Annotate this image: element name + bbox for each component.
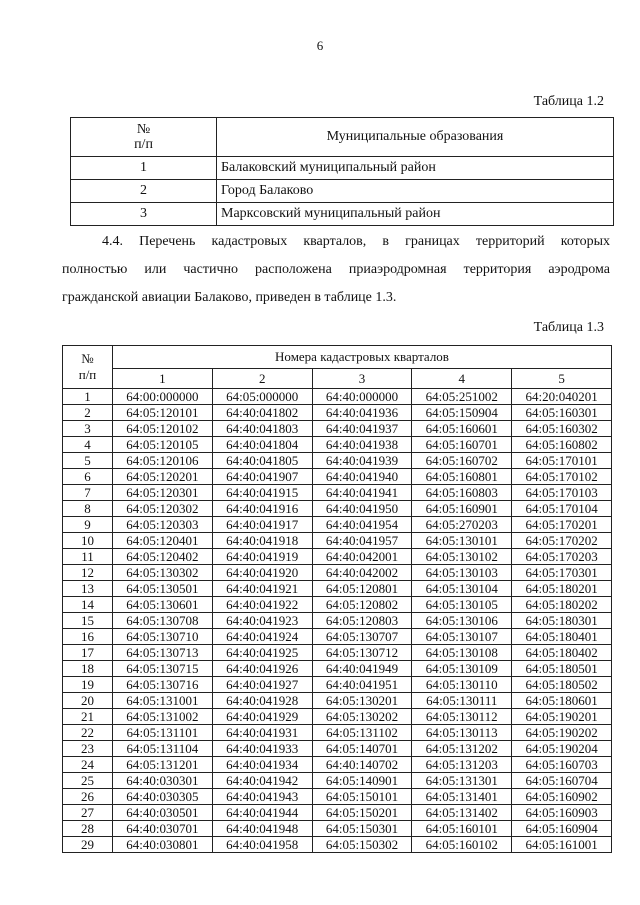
cadastral-block-number: 64:05:131202 <box>412 741 512 757</box>
cadastral-block-number: 64:05:130710 <box>113 629 213 645</box>
cadastral-block-number: 64:05:120301 <box>113 485 213 501</box>
row-number: 2 <box>63 405 113 421</box>
table-row <box>63 741 612 757</box>
cadastral-block-number: 64:05:120401 <box>113 533 213 549</box>
cadastral-block-number: 64:05:180202 <box>512 597 612 613</box>
cadastral-block-number: 64:40:041927 <box>212 677 312 693</box>
cadastral-block-number: 64:40:041926 <box>212 661 312 677</box>
row-number: 3 <box>63 421 113 437</box>
table-row <box>63 549 612 565</box>
cadastral-block-number: 64:40:041916 <box>212 501 312 517</box>
table-row <box>63 709 612 725</box>
cadastral-block-number: 64:40:041917 <box>212 517 312 533</box>
table-header-row <box>71 118 614 157</box>
cadastral-block-number: 64:05:120303 <box>113 517 213 533</box>
column-header: 2 <box>212 369 312 389</box>
cadastral-block-number: 64:05:140901 <box>312 773 412 789</box>
municipality-name: Марксовский муниципальный район <box>217 203 614 226</box>
cadastral-block-number: 64:05:160801 <box>412 469 512 485</box>
cadastral-block-number: 64:40:041938 <box>312 437 412 453</box>
cadastral-block-number: 64:40:041942 <box>212 773 312 789</box>
cadastral-block-number: 64:40:042002 <box>312 565 412 581</box>
cadastral-block-number: 64:40:041957 <box>312 533 412 549</box>
cadastral-block-number: 64:05:150302 <box>312 837 412 853</box>
cadastral-block-number: 64:05:130707 <box>312 629 412 645</box>
row-number: 27 <box>63 805 113 821</box>
cadastral-block-number: 64:05:130102 <box>412 549 512 565</box>
column-header: 5 <box>512 369 612 389</box>
cadastral-block-number: 64:05:160101 <box>412 821 512 837</box>
cadastral-block-number: 64:40:041951 <box>312 677 412 693</box>
cadastral-block-number: 64:05:130103 <box>412 565 512 581</box>
cadastral-block-number: 64:05:130712 <box>312 645 412 661</box>
table-row <box>63 597 612 613</box>
cadastral-block-number: 64:05:120102 <box>113 421 213 437</box>
municipality-name: Балаковский муниципальный район <box>217 157 614 180</box>
cadastral-block-number: 64:05:130106 <box>412 613 512 629</box>
table-row <box>63 805 612 821</box>
cadastral-block-number: 64:05:160703 <box>512 757 612 773</box>
table-1-2 <box>70 117 614 226</box>
cadastral-block-number: 64:40:041805 <box>212 453 312 469</box>
cadastral-block-number: 64:05:130713 <box>113 645 213 661</box>
cadastral-block-number: 64:40:041940 <box>312 469 412 485</box>
table-row <box>63 389 612 405</box>
cadastral-block-number: 64:05:131203 <box>412 757 512 773</box>
cadastral-block-number: 64:40:041949 <box>312 661 412 677</box>
table-header-row <box>63 346 612 369</box>
cadastral-block-number: 64:05:130108 <box>412 645 512 661</box>
cadastral-block-number: 64:05:160601 <box>412 421 512 437</box>
cadastral-block-number: 64:05:131001 <box>113 693 213 709</box>
cadastral-block-number: 64:40:030701 <box>113 821 213 837</box>
cadastral-block-number: 64:05:180501 <box>512 661 612 677</box>
row-number: 2 <box>71 180 217 203</box>
cadastral-block-number: 64:40:041931 <box>212 725 312 741</box>
cadastral-block-number: 64:05:120105 <box>113 437 213 453</box>
row-number: 26 <box>63 789 113 805</box>
table-row <box>63 533 612 549</box>
cadastral-block-number: 64:05:130202 <box>312 709 412 725</box>
header-number-cell <box>71 118 217 157</box>
column-header: 3 <box>312 369 412 389</box>
cadastral-block-number: 64:40:041948 <box>212 821 312 837</box>
cadastral-block-number: 64:05:120803 <box>312 613 412 629</box>
cadastral-block-number: 64:05:130110 <box>412 677 512 693</box>
cadastral-block-number: 64:40:042001 <box>312 549 412 565</box>
cadastral-block-number: 64:40:041943 <box>212 789 312 805</box>
row-number: 25 <box>63 773 113 789</box>
cadastral-block-number: 64:40:041925 <box>212 645 312 661</box>
cadastral-block-number: 64:40:041921 <box>212 581 312 597</box>
table-1-3 <box>62 345 612 853</box>
cadastral-block-number: 64:05:130601 <box>113 597 213 613</box>
cadastral-block-number: 64:05:131002 <box>113 709 213 725</box>
cadastral-block-number: 64:05:180301 <box>512 613 612 629</box>
header-number-label: № <box>81 351 94 366</box>
cadastral-block-number: 64:05:160302 <box>512 421 612 437</box>
cadastral-block-number: 64:40:041920 <box>212 565 312 581</box>
table-row <box>63 757 612 773</box>
table-row <box>63 645 612 661</box>
row-number: 20 <box>63 693 113 709</box>
page-number: 6 <box>316 38 324 53</box>
cadastral-block-number: 64:05:190204 <box>512 741 612 757</box>
row-number: 15 <box>63 613 113 629</box>
cadastral-block-number: 64:05:160901 <box>412 501 512 517</box>
cadastral-block-number: 64:05:131101 <box>113 725 213 741</box>
cadastral-block-number: 64:05:160803 <box>412 485 512 501</box>
table-row <box>63 773 612 789</box>
cadastral-block-number: 64:05:130111 <box>412 693 512 709</box>
table-row <box>71 180 614 203</box>
table-row <box>63 405 612 421</box>
cadastral-block-number: 64:05:170203 <box>512 549 612 565</box>
cadastral-block-number: 64:05:160902 <box>512 789 612 805</box>
cadastral-block-number: 64:05:130109 <box>412 661 512 677</box>
row-number: 13 <box>63 581 113 597</box>
header-number-cell <box>63 346 113 389</box>
cadastral-block-number: 64:40:030501 <box>113 805 213 821</box>
cadastral-block-number: 64:40:041944 <box>212 805 312 821</box>
cadastral-block-number: 64:40:041934 <box>212 757 312 773</box>
cadastral-block-number: 64:05:161001 <box>512 837 612 853</box>
table-body <box>63 389 612 853</box>
cadastral-block-number: 64:00:000000 <box>113 389 213 405</box>
table-row <box>63 629 612 645</box>
cadastral-block-number: 64:05:150301 <box>312 821 412 837</box>
cadastral-block-number: 64:40:041941 <box>312 485 412 501</box>
cadastral-block-number: 64:05:130302 <box>113 565 213 581</box>
column-header: 4 <box>412 369 512 389</box>
cadastral-block-number: 64:05:180601 <box>512 693 612 709</box>
municipality-name: Город Балаково <box>217 180 614 203</box>
cadastral-block-number: 64:40:041928 <box>212 693 312 709</box>
table-row <box>63 517 612 533</box>
table-1-2-caption: Таблица 1.2 <box>533 94 604 109</box>
cadastral-block-number: 64:05:130708 <box>113 613 213 629</box>
table-row <box>71 203 614 226</box>
column-header: 1 <box>113 369 213 389</box>
cadastral-block-number: 64:05:160704 <box>512 773 612 789</box>
cadastral-block-number: 64:40:041923 <box>212 613 312 629</box>
cadastral-block-number: 64:05:180402 <box>512 645 612 661</box>
cadastral-block-number: 64:40:041803 <box>212 421 312 437</box>
table-row <box>63 453 612 469</box>
row-number: 11 <box>63 549 113 565</box>
cadastral-block-number: 64:05:150904 <box>412 405 512 421</box>
paragraph-line-2: полностью или частично расположена приаэродромная территория аэродрома <box>62 262 610 277</box>
table-row <box>63 789 612 805</box>
cadastral-block-number: 64:05:130105 <box>412 597 512 613</box>
cadastral-block-number: 64:05:170301 <box>512 565 612 581</box>
cadastral-block-number: 64:40:041939 <box>312 453 412 469</box>
table-row <box>63 437 612 453</box>
cadastral-block-number: 64:40:041933 <box>212 741 312 757</box>
row-number: 3 <box>71 203 217 226</box>
header-pp-label: п/п <box>134 137 153 152</box>
row-number: 12 <box>63 565 113 581</box>
cadastral-block-number: 64:40:041958 <box>212 837 312 853</box>
paragraph-line-1: 4.4. Перечень кадастровых кварталов, в границах территорий которых <box>102 234 610 249</box>
cadastral-block-number: 64:05:131401 <box>412 789 512 805</box>
cadastral-block-number: 64:40:041936 <box>312 405 412 421</box>
row-number: 23 <box>63 741 113 757</box>
table-row <box>63 837 612 853</box>
cadastral-block-number: 64:05:130112 <box>412 709 512 725</box>
cadastral-block-number: 64:05:160701 <box>412 437 512 453</box>
cadastral-block-number: 64:05:170102 <box>512 469 612 485</box>
table-row <box>63 821 612 837</box>
header-number-label: № <box>136 122 151 137</box>
cadastral-block-number: 64:05:130201 <box>312 693 412 709</box>
cadastral-block-number: 64:05:131104 <box>113 741 213 757</box>
row-number: 6 <box>63 469 113 485</box>
cadastral-block-number: 64:05:131301 <box>412 773 512 789</box>
cadastral-block-number: 64:05:120101 <box>113 405 213 421</box>
cadastral-block-number: 64:05:130716 <box>113 677 213 693</box>
row-number: 7 <box>63 485 113 501</box>
row-number: 17 <box>63 645 113 661</box>
cadastral-block-number: 64:40:041907 <box>212 469 312 485</box>
row-number: 1 <box>63 389 113 405</box>
cadastral-block-number: 64:05:160301 <box>512 405 612 421</box>
cadastral-block-number: 64:05:130501 <box>113 581 213 597</box>
cadastral-block-number: 64:40:041954 <box>312 517 412 533</box>
cadastral-block-number: 64:05:170201 <box>512 517 612 533</box>
cadastral-block-number: 64:05:131201 <box>113 757 213 773</box>
cadastral-block-number: 64:05:170101 <box>512 453 612 469</box>
cadastral-block-number: 64:05:120802 <box>312 597 412 613</box>
cadastral-block-number: 64:05:160802 <box>512 437 612 453</box>
cadastral-block-number: 64:05:131402 <box>412 805 512 821</box>
table-row <box>63 421 612 437</box>
table-row <box>63 485 612 501</box>
table-row <box>63 565 612 581</box>
table-row <box>63 613 612 629</box>
row-number: 19 <box>63 677 113 693</box>
header-pp-label: п/п <box>78 367 97 382</box>
cadastral-block-number: 64:05:140701 <box>312 741 412 757</box>
cadastral-block-number: 64:40:041918 <box>212 533 312 549</box>
header-municipalities: Муниципальные образования <box>217 118 614 157</box>
row-number: 24 <box>63 757 113 773</box>
row-number: 10 <box>63 533 113 549</box>
cadastral-block-number: 64:40:140702 <box>312 757 412 773</box>
cadastral-block-number: 64:05:270203 <box>412 517 512 533</box>
cadastral-block-number: 64:40:030305 <box>113 789 213 805</box>
paragraph-4-4 <box>62 228 610 312</box>
cadastral-block-number: 64:40:041919 <box>212 549 312 565</box>
cadastral-block-number: 64:05:180502 <box>512 677 612 693</box>
row-number: 21 <box>63 709 113 725</box>
row-number: 5 <box>63 453 113 469</box>
cadastral-block-number: 64:40:041929 <box>212 709 312 725</box>
cadastral-block-number: 64:05:160702 <box>412 453 512 469</box>
cadastral-block-number: 64:40:041950 <box>312 501 412 517</box>
header-cadastral-blocks: Номера кадастровых кварталов <box>113 346 612 369</box>
cadastral-block-number: 64:40:041924 <box>212 629 312 645</box>
paragraph-line-3: гражданской авиации Балаково, приведен в таблице 1.3. <box>62 290 397 305</box>
row-number: 1 <box>71 157 217 180</box>
cadastral-block-number: 64:05:130715 <box>113 661 213 677</box>
table-row <box>63 581 612 597</box>
cadastral-block-number: 64:05:190202 <box>512 725 612 741</box>
table-row <box>63 661 612 677</box>
cadastral-block-number: 64:05:120201 <box>113 469 213 485</box>
cadastral-block-number: 64:05:251002 <box>412 389 512 405</box>
table-row <box>63 725 612 741</box>
cadastral-block-number: 64:05:130101 <box>412 533 512 549</box>
table-row <box>63 693 612 709</box>
cadastral-block-number: 64:05:170103 <box>512 485 612 501</box>
cadastral-block-number: 64:05:160903 <box>512 805 612 821</box>
table-row <box>63 501 612 517</box>
cadastral-block-number: 64:20:040201 <box>512 389 612 405</box>
cadastral-block-number: 64:05:180201 <box>512 581 612 597</box>
cadastral-block-number: 64:05:120302 <box>113 501 213 517</box>
cadastral-block-number: 64:40:041802 <box>212 405 312 421</box>
cadastral-block-number: 64:05:120801 <box>312 581 412 597</box>
cadastral-block-number: 64:05:150101 <box>312 789 412 805</box>
cadastral-block-number: 64:05:160904 <box>512 821 612 837</box>
cadastral-block-number: 64:40:030801 <box>113 837 213 853</box>
cadastral-block-number: 64:05:130107 <box>412 629 512 645</box>
cadastral-block-number: 64:05:130104 <box>412 581 512 597</box>
row-number: 16 <box>63 629 113 645</box>
cadastral-block-number: 64:05:120402 <box>113 549 213 565</box>
cadastral-block-number: 64:40:041915 <box>212 485 312 501</box>
row-number: 22 <box>63 725 113 741</box>
row-number: 18 <box>63 661 113 677</box>
row-number: 8 <box>63 501 113 517</box>
row-number: 14 <box>63 597 113 613</box>
cadastral-block-number: 64:05:131102 <box>312 725 412 741</box>
table-row <box>71 157 614 180</box>
cadastral-block-number: 64:05:180401 <box>512 629 612 645</box>
cadastral-block-number: 64:05:170104 <box>512 501 612 517</box>
row-number: 29 <box>63 837 113 853</box>
column-number-row <box>63 369 612 389</box>
cadastral-block-number: 64:05:000000 <box>212 389 312 405</box>
row-number: 4 <box>63 437 113 453</box>
table-row <box>63 677 612 693</box>
row-number: 28 <box>63 821 113 837</box>
table-row <box>63 469 612 485</box>
cadastral-block-number: 64:40:041922 <box>212 597 312 613</box>
cadastral-block-number: 64:05:120106 <box>113 453 213 469</box>
cadastral-block-number: 64:40:041804 <box>212 437 312 453</box>
cadastral-block-number: 64:40:000000 <box>312 389 412 405</box>
cadastral-block-number: 64:40:030301 <box>113 773 213 789</box>
cadastral-block-number: 64:05:160102 <box>412 837 512 853</box>
table-1-3-caption: Таблица 1.3 <box>533 320 604 335</box>
row-number: 9 <box>63 517 113 533</box>
cadastral-block-number: 64:05:130113 <box>412 725 512 741</box>
cadastral-block-number: 64:40:041937 <box>312 421 412 437</box>
cadastral-block-number: 64:05:190201 <box>512 709 612 725</box>
cadastral-block-number: 64:05:150201 <box>312 805 412 821</box>
cadastral-block-number: 64:05:170202 <box>512 533 612 549</box>
